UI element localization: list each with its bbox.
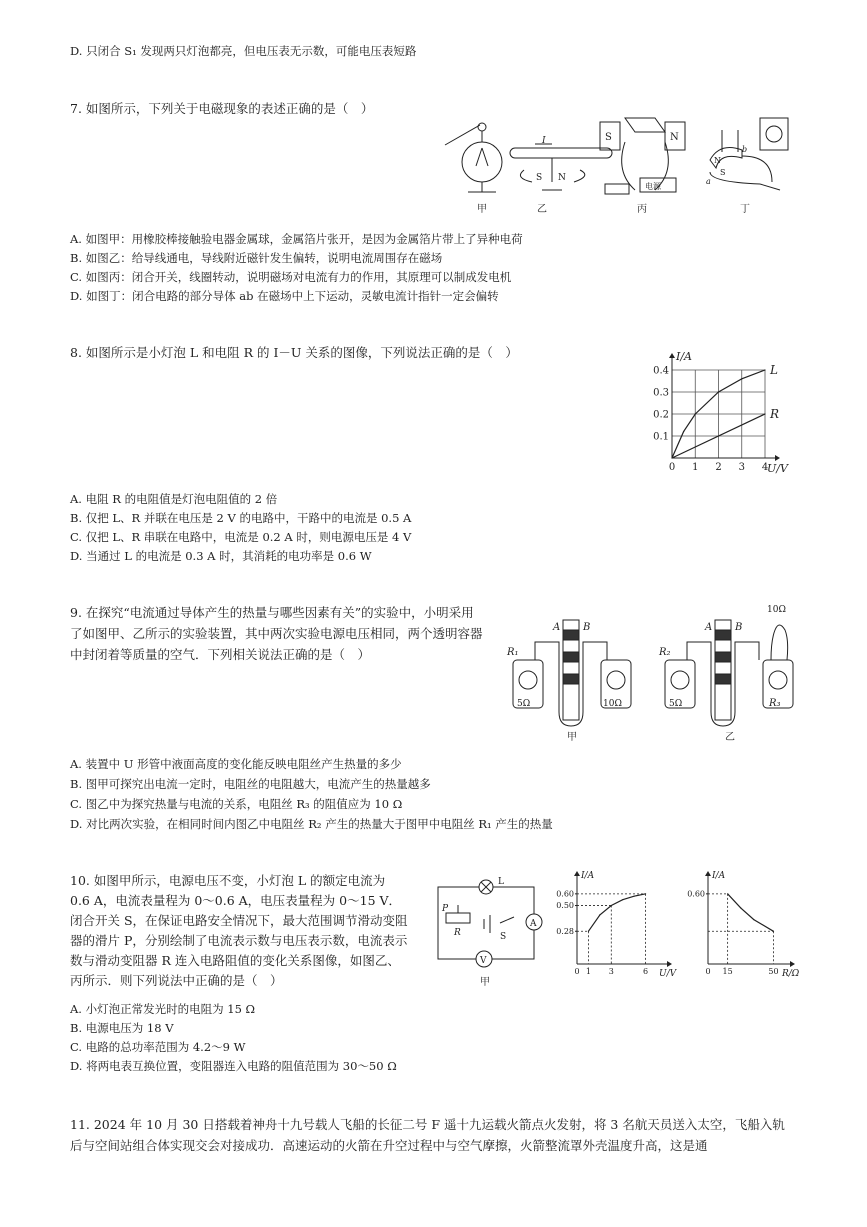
generator-b-label: b	[742, 145, 748, 154]
yi-top-10ohm-label: 10Ω	[767, 605, 786, 615]
fig-label-jia: 甲	[477, 204, 487, 215]
y-axis-label: I/A	[712, 871, 726, 881]
y-tick-label: 0.60	[556, 889, 574, 899]
motor-n-label: N	[670, 132, 679, 143]
data-point	[764, 413, 765, 414]
q7-option-a[interactable]: A. 如图甲：用橡胶棒接触验电器金属球，金属箔片张开，是因为金属箔片带上了异种电荷	[70, 232, 523, 246]
circuit-voltmeter-label: V	[480, 956, 487, 966]
generator-figure	[710, 118, 788, 190]
data-point	[622, 899, 623, 900]
jia-10ohm-label: 10Ω	[603, 699, 622, 709]
generator-s-label: S	[720, 168, 726, 177]
data-point	[753, 919, 754, 920]
x-tick-label: 0	[574, 967, 580, 976]
q9-stem-line-3: 中封闭着等质量的空气．下列相关说法正确的是（ ）	[70, 647, 371, 662]
fig-label-ding: 丁	[740, 204, 750, 215]
q10-option-d[interactable]: D. 将两电表互换位置，变阻器连入电路的阻值范围为 30～50 Ω	[70, 1059, 397, 1073]
generator-n-label: N	[714, 156, 721, 165]
motor-power-label: 电源	[645, 182, 661, 191]
q7-option-d[interactable]: D. 如图丁：闭合电路的部分导体 ab 在磁场中上下运动，灵敏电流计指针一定会偏转	[70, 289, 499, 303]
x-tick-label: 1	[692, 462, 699, 473]
circuit-lamp-label: L	[498, 877, 504, 887]
data-point	[764, 369, 765, 370]
x-axis-label: U/V	[767, 462, 788, 475]
q8-option-c[interactable]: C. 仅把 L、R 串联在电路中，电流是 0.2 A 时，则电源电压是 4 V	[70, 530, 412, 544]
x-tick-label: 50	[768, 967, 779, 976]
q9-option-d[interactable]: D. 对比两次实验，在相同时间内图乙中电阻丝 R₂ 产生的热量大于图甲中电阻丝 R₁ 产生的热量	[70, 817, 553, 831]
compass-figure	[510, 144, 612, 190]
q7-option-c[interactable]: C. 如图丙：闭合开关，线圈转动，说明磁场对电流有力的作用，其原理可以制成发电机	[70, 270, 512, 284]
series-label-L: L	[770, 363, 778, 377]
data-point	[671, 457, 672, 458]
series-line-0	[588, 894, 645, 932]
circuit-switch-label: S	[500, 932, 507, 942]
data-point	[683, 431, 684, 432]
q8-stem: 8. 如图所示是小灯泡 L 和电阻 R 的 I－U 关系的图像，下列说法正确的是（ ）	[70, 345, 518, 360]
x-tick-label: 3	[608, 967, 614, 976]
circuit-rheostat-label: R	[454, 928, 461, 938]
data-point	[741, 378, 742, 379]
x-tick-label: 1	[585, 967, 591, 976]
jia-5ohm-label: 5Ω	[517, 699, 531, 709]
fig-label-yi: 乙	[725, 732, 735, 743]
y-tick-label: 0.3	[653, 387, 669, 399]
jia-r1-label: R₁	[507, 647, 519, 658]
q10-stem-line-6: 丙所示．则下列说法中正确的是（ ）	[70, 973, 283, 988]
fig-label-jia: 甲	[480, 977, 490, 988]
yi-r3-label: R₃	[769, 698, 781, 709]
circuit-ammeter-label: A	[530, 919, 537, 929]
q8-option-a[interactable]: A. 电阻 R 的电阻值是灯泡电阻值的 2 倍	[70, 492, 278, 506]
data-point	[718, 391, 719, 392]
motor-s-label: S	[605, 132, 612, 143]
q9-apparatus	[505, 600, 815, 745]
q9-option-a[interactable]: A. 装置中 U 形管中液面高度的变化能反映电阻丝产生热量的多少	[70, 757, 402, 771]
q11-line-1: 11. 2024 年 10 月 30 日搭载着神舟十九号载人飞船的长征二号 F 遥十九运载火箭点火发射，将 3 名航天员送入太空，飞船入轨	[70, 1117, 785, 1132]
jia-a-label: A	[553, 622, 561, 633]
fig-label-jia: 甲	[567, 732, 577, 743]
y-tick-label: 0.50	[556, 901, 574, 911]
y-tick-label: 0.28	[556, 926, 574, 936]
motor-figure	[600, 118, 685, 194]
q10-option-a[interactable]: A. 小灯泡正常发光时的电阻为 15 Ω	[70, 1002, 256, 1016]
needle-s-label: S	[536, 173, 543, 183]
y-axis-label: I/A	[581, 871, 595, 881]
x-axis-arrow	[775, 455, 780, 461]
yi-a-label: A	[705, 622, 713, 633]
q10-option-c[interactable]: C. 电路的总功率范围为 4.2～9 W	[70, 1040, 246, 1054]
q8-iu-chart	[650, 338, 800, 480]
fig-label-yi: 乙	[537, 204, 547, 215]
q10-option-b[interactable]: B. 电源电压为 18 V	[70, 1021, 174, 1035]
x-tick-label: 3	[738, 462, 745, 473]
q10-stem-line-2: 0.6 A，电流表量程为 0～0.6 A，电压表量程为 0～15 V．	[70, 893, 402, 908]
x-tick-label: 2	[715, 462, 722, 473]
x-tick-label: 15	[722, 967, 733, 976]
x-tick-label: 6	[643, 967, 649, 976]
y-tick-label: 0.60	[687, 889, 705, 899]
electroscope-figure	[445, 123, 502, 192]
fig-label-bing: 丙	[637, 204, 647, 215]
q9-option-b[interactable]: B. 图甲可探究出电流一定时，电阻丝的电阻越大，电流产生的热量越多	[70, 777, 431, 791]
series-line-0	[728, 894, 774, 932]
q8-option-d[interactable]: D. 当通过 L 的电流是 0.3 A 时，其消耗的电功率是 0.6 W	[70, 549, 372, 563]
needle-n-label: N	[558, 173, 566, 183]
prev-option-d: D. 只闭合 S₁ 发现两只灯泡都亮，但电压表无示数，可能电压表短路	[70, 44, 417, 58]
jia-b-label: B	[583, 622, 591, 633]
yi-r2-label: R₂	[659, 647, 671, 658]
q7-figures	[440, 100, 810, 222]
x-axis-label: R/Ω	[782, 969, 800, 979]
y-axis-label: I/A	[676, 350, 692, 363]
q8-option-b[interactable]: B. 仅把 L、R 并联在电压是 2 V 的电路中，干路中的电流是 0.5 A	[70, 511, 412, 525]
wire-current-label: I	[542, 136, 546, 146]
q7-stem: 7. 如图所示，下列关于电磁现象的表述正确的是（ ）	[70, 101, 374, 116]
y-axis-arrow	[574, 871, 580, 876]
q10-chart-bing	[680, 866, 810, 990]
q11-line-2: 后与空间站组合体实现交会对接成功．高速运动的火箭在升空过程中与空气摩擦，火箭整流罩外壳温度升高，这是通	[70, 1138, 708, 1153]
generator-a-label: a	[706, 177, 711, 186]
data-point	[634, 896, 635, 897]
x-tick-label: 0	[668, 462, 676, 473]
yi-5ohm-label: 5Ω	[669, 699, 683, 709]
x-axis-arrow	[790, 961, 795, 967]
apparatus-jia	[513, 620, 631, 726]
q10-stem-line-3: 闭合开关 S，在保证电路安全情况下，最大范围调节滑动变阻	[70, 913, 408, 928]
q10-stem-line-1: 10. 如图甲所示，电源电压不变，小灯泡 L 的额定电流为	[70, 873, 386, 888]
q9-stem-line-1: 9. 在探究“电流通过导体产生的热量与哪些因素有关”的实验中，小明采用	[70, 605, 474, 620]
apparatus-yi	[665, 620, 793, 726]
y-tick-label: 0.2	[653, 409, 669, 421]
y-tick-label: 0.4	[653, 365, 669, 377]
y-axis-arrow	[669, 353, 675, 358]
x-axis-arrow	[667, 961, 672, 967]
q10-chart-yi	[545, 866, 680, 990]
y-tick-label: 0.1	[653, 431, 669, 443]
series-label-R: R	[770, 407, 780, 421]
q9-option-c[interactable]: C. 图乙中为探究热量与电流的关系，电阻丝 R₃ 的阻值应为 10 Ω	[70, 797, 403, 811]
q7-option-b[interactable]: B. 如图乙：给导线通电，导线附近磁针发生偏转，说明电流周围存在磁场	[70, 251, 443, 265]
data-point	[695, 413, 696, 414]
circuit-slider-label: P	[442, 904, 449, 914]
q10-stem-line-4: 器的滑片 P，分别绘制了电流表示数与电压表示数，电流表示	[70, 933, 408, 948]
x-tick-label: 4	[761, 462, 769, 473]
q10-stem-line-5: 数与滑动变阻器 R 连入电路阻值的变化关系图像，如图乙、	[70, 953, 400, 968]
q10-circuit	[428, 875, 548, 990]
data-point	[740, 907, 741, 908]
y-axis-arrow	[705, 871, 711, 876]
data-point	[599, 914, 600, 915]
q9-stem-line-2: 了如图甲、乙所示的实验装置，其中两次实验电源电压相同，两个透明容器	[70, 626, 483, 641]
x-tick-label: 0	[705, 967, 711, 976]
x-axis-label: U/V	[659, 969, 677, 979]
yi-b-label: B	[735, 622, 743, 633]
